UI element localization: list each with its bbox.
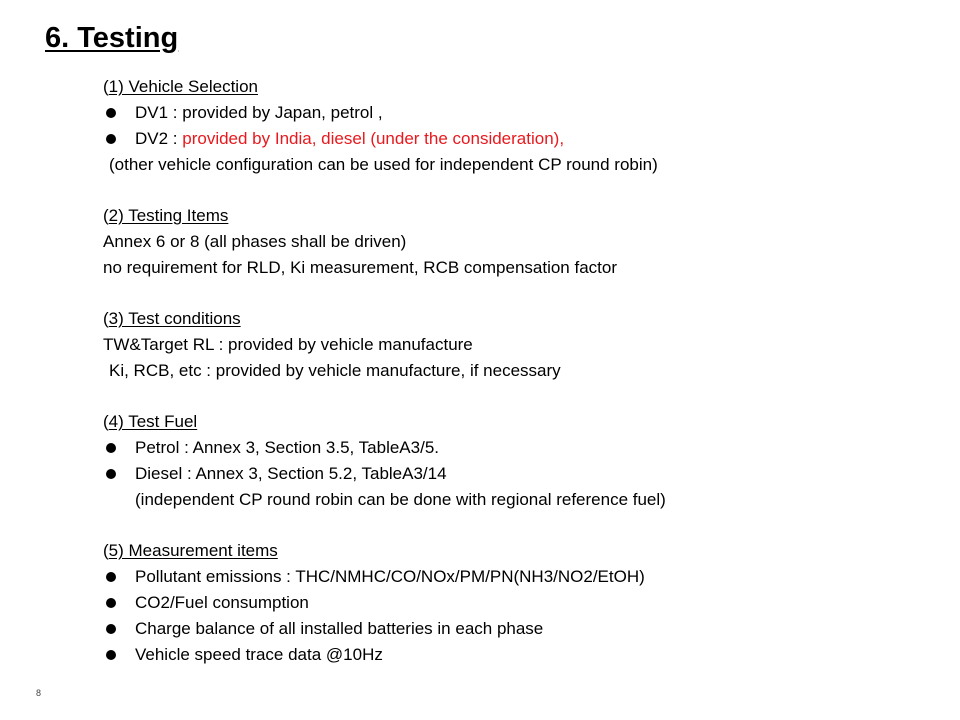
section-heading-test-conditions: (3) Test conditions [103,309,241,328]
list-item: Diesel : Annex 3, Section 5.2, TableA3/14 [103,461,943,487]
section-heading-test-fuel: (4) Test Fuel [103,412,198,431]
section-heading-vehicle-selection: (1) Vehicle Selection [103,77,258,96]
list-item: Vehicle speed trace data @10Hz [103,642,943,668]
list-item: CO2/Fuel consumption [103,590,943,616]
page-number: 8 [36,688,42,698]
text-line: TW&Target RL : provided by vehicle manufacture [103,335,473,354]
list-item: Pollutant emissions : THC/NMHC/CO/NOx/PM/PN(NH3/NO2/EtOH) [103,564,943,590]
bullet-dot-icon [106,624,116,634]
section-heading-measurement-items: (5) Measurement items [103,541,278,560]
text-line: Ki, RCB, etc : provided by vehicle manufacture, if necessary [109,361,561,380]
bullet-dot-icon [106,598,116,608]
bullet-dot-icon [106,443,116,453]
slide-content [103,74,943,668]
section-heading-text: 4) Test Fuel [108,412,198,431]
bullet-dot-icon [106,108,116,118]
slide-title: 6. Testing [45,22,179,54]
list-item: Petrol : Annex 3, Section 3.5, TableA3/5. [103,435,943,461]
bullet-dot-icon [106,469,116,479]
section-heading-testing-items: (2) Testing Items [103,206,229,225]
section-heading-text: 2) Testing Items [108,206,229,225]
note-line: (independent CP round robin can be done with regional reference fuel) [135,490,666,509]
text-line: no requirement for RLD, Ki measurement, RCB compensation factor [103,258,618,277]
bullet-dot-icon [106,134,116,144]
bullet-dot-icon [106,650,116,660]
highlighted-text: provided by India, diesel (under the consideration), [182,129,565,148]
text-line: Annex 6 or 8 (all phases shall be driven) [103,232,407,251]
bullet-dot-icon [106,572,116,582]
note-line: (other vehicle configuration can be used for independent CP round robin) [109,155,658,174]
section-heading-text: 1) Vehicle Selection [108,77,258,96]
list-item: DV1 : provided by Japan, petrol , [103,100,943,126]
list-item: DV2 : provided by India, diesel (under the consideration), [103,126,943,152]
list-item: Charge balance of all installed batteries in each phase [103,616,943,642]
section-heading-text: 5) Measurement items [108,541,278,560]
section-heading-text: 3) Test conditions [108,309,241,328]
